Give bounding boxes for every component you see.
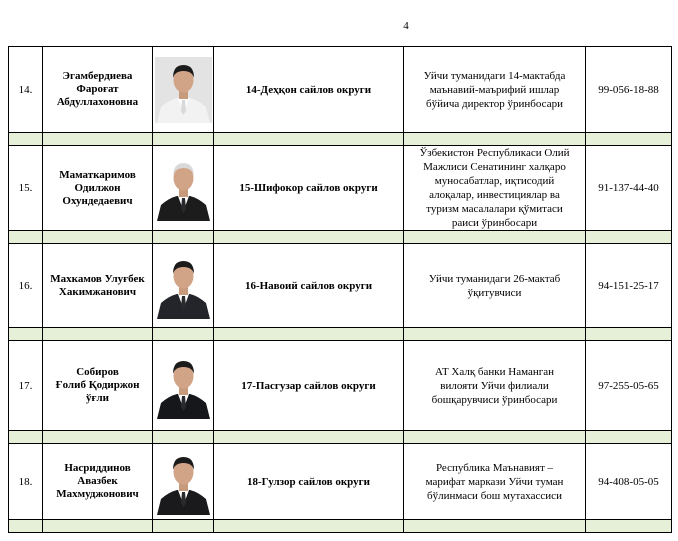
candidates-table — [8, 46, 672, 533]
electoral-district: 15-Шифокор сайлов округи — [214, 146, 404, 231]
candidate-name-line: Хакимжанович — [58, 285, 137, 298]
candidate-name — [43, 444, 153, 520]
candidate-name-line: Абдуллахоновна — [56, 96, 139, 108]
candidate-name — [43, 244, 153, 328]
candidate-name-line: Махкамов Улуғбек — [50, 272, 145, 285]
separator-cell — [153, 431, 214, 444]
candidate-row — [9, 444, 672, 520]
electoral-district: 17-Пасгузар сайлов округи — [214, 341, 404, 431]
photo-cell — [153, 341, 214, 431]
candidate-name-line: Эгамбердиева — [62, 70, 133, 82]
separator-cell — [9, 520, 43, 533]
row-number: 16. — [9, 244, 43, 328]
candidate-position-line: марифат маркази Уйчи туман — [425, 475, 564, 488]
separator-cell — [43, 520, 153, 533]
separator-cell — [43, 231, 153, 244]
candidate-photo — [155, 253, 212, 319]
separator-cell — [153, 520, 214, 533]
candidate-position-line: бошқарувчиси ўринбосари — [431, 393, 558, 406]
candidate-name — [43, 47, 153, 133]
candidate-position-line: маънавий-маърифий ишлар — [429, 83, 560, 96]
separator-cell — [404, 328, 586, 341]
candidate-position-line: туризм масалалари қўмитаси — [426, 203, 563, 215]
separator-cell — [404, 431, 586, 444]
candidate-row — [9, 244, 672, 328]
row-separator — [9, 133, 672, 146]
separator-cell — [43, 328, 153, 341]
electoral-district: 16-Навоий сайлов округи — [214, 244, 404, 328]
candidate-position-line: бўйича директор ўринбосари — [426, 97, 563, 110]
photo-cell — [153, 47, 214, 133]
separator-cell — [9, 231, 43, 244]
candidate-name-line: Фароғат — [76, 83, 119, 95]
candidate-position — [404, 244, 586, 328]
row-separator — [9, 520, 672, 533]
electoral-district: 14-Деҳқон сайлов округи — [214, 47, 404, 133]
separator-cell — [43, 431, 153, 444]
candidate-name-line: Ғолиб Қодиржон — [55, 379, 140, 391]
candidate-name-line: Охундедаевич — [62, 194, 133, 207]
candidate-photo — [155, 353, 212, 419]
candidate-position-line: Ўзбекистон Республикаси Олий — [419, 147, 570, 159]
phone-number: 94-408-05-05 — [586, 444, 672, 520]
candidate-position-line: муносабатлар, иқтисодий — [434, 175, 555, 187]
candidate-position-line: Мажлиси Сенатининг халқаро — [423, 161, 566, 173]
candidate-position — [404, 146, 586, 231]
candidate-position-line: ўқитувчиси — [467, 286, 522, 299]
candidate-photo — [155, 155, 212, 221]
candidate-position-line: Уйчи туманидаги 26-мактаб — [428, 272, 561, 285]
photo-cell — [153, 146, 214, 231]
candidate-position — [404, 341, 586, 431]
separator-cell — [586, 520, 672, 533]
candidate-name-line: Собиров — [76, 366, 119, 378]
candidate-position-line: раиси ўринбосари — [451, 217, 538, 229]
phone-number: 99-056-18-88 — [586, 47, 672, 133]
candidate-name-line: Одилжон — [74, 181, 121, 194]
separator-cell — [9, 133, 43, 146]
photo-cell — [153, 444, 214, 520]
separator-cell — [404, 520, 586, 533]
separator-cell — [9, 328, 43, 341]
separator-cell — [586, 133, 672, 146]
row-number: 17. — [9, 341, 43, 431]
candidate-name-line: ўғли — [85, 392, 109, 404]
separator-cell — [9, 431, 43, 444]
candidate-row — [9, 47, 672, 133]
separator-cell — [586, 431, 672, 444]
row-number: 18. — [9, 444, 43, 520]
candidate-position — [404, 444, 586, 520]
separator-cell — [214, 431, 404, 444]
candidate-name — [43, 146, 153, 231]
photo-cell — [153, 244, 214, 328]
candidate-position-line: АТ Халқ банки Наманган — [434, 365, 555, 378]
candidate-position-line: алоқалар, инвестициялар ва — [429, 189, 560, 201]
candidate-row — [9, 146, 672, 231]
row-separator — [9, 328, 672, 341]
candidate-row — [9, 341, 672, 431]
candidate-name-line: Насриддинов — [64, 462, 131, 474]
separator-cell — [214, 520, 404, 533]
candidate-position-line: бўлинмаси бош мутахассиси — [427, 489, 562, 502]
electoral-district: 18-Гулзор сайлов округи — [214, 444, 404, 520]
row-separator — [9, 231, 672, 244]
candidate-name-line: Авазбек — [77, 475, 118, 487]
separator-cell — [214, 231, 404, 244]
candidate-position-line: вилояти Уйчи филиали — [440, 379, 549, 392]
candidate-position-line: Республика Маънавият – — [435, 461, 554, 474]
page-number: 4 — [403, 20, 409, 32]
separator-cell — [586, 231, 672, 244]
separator-cell — [586, 328, 672, 341]
candidate-name-line: Маматкаримов — [59, 168, 136, 181]
candidate-name — [43, 341, 153, 431]
candidate-photo — [155, 57, 212, 123]
phone-number: 94-151-25-17 — [586, 244, 672, 328]
row-number: 14. — [9, 47, 43, 133]
candidate-photo — [155, 449, 212, 515]
candidate-position — [404, 47, 586, 133]
separator-cell — [43, 133, 153, 146]
candidate-name-line: Махмуджонович — [56, 488, 139, 500]
separator-cell — [153, 328, 214, 341]
separator-cell — [214, 133, 404, 146]
separator-cell — [153, 133, 214, 146]
phone-number: 97-255-05-65 — [586, 341, 672, 431]
row-separator — [9, 431, 672, 444]
row-number: 15. — [9, 146, 43, 231]
candidate-position-line: Уйчи туманидаги 14-мактабда — [423, 69, 566, 82]
separator-cell — [153, 231, 214, 244]
separator-cell — [404, 231, 586, 244]
separator-cell — [214, 328, 404, 341]
phone-number: 91-137-44-40 — [586, 146, 672, 231]
separator-cell — [404, 133, 586, 146]
